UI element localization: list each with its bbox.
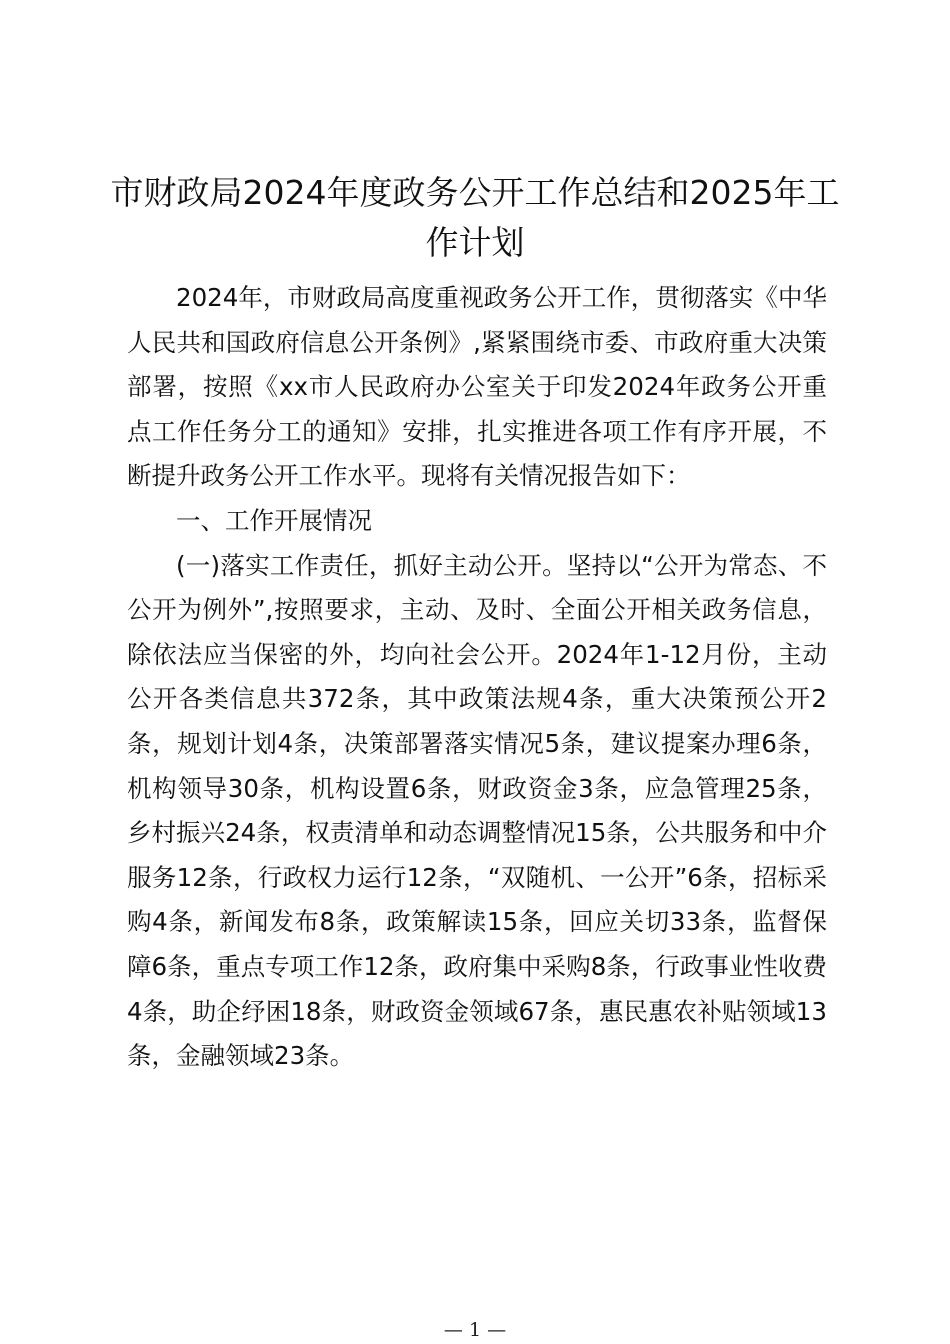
section-heading: 一、工作开展情况	[176, 505, 372, 535]
section-paragraph: (一)落实工作责任，抓好主动公开。坚持以“公开为常态、不公开为例外”,按照要求，主动、及时、全面公开相关政务信息，除依法应当保密的外，均向社会公开。2024年1-12月份，主动公开各类信息共372条，其中政策法规4条，重大决策预公开2条，规划计划4条，决策部署落实情况5条，建议提案办理6条，机构领导30条，机构设置6条，财政资金3条，应急管理25条，乡村振兴24条，权责清单和动态调整情况15条，公共服务和中介服务12条，行政权力运行12条，“双随机、一公开”6条，招标采购4条，新闻发布8条，政策解读15条，回应关切33条，监督保障6条，重点专项工作12条，政府集中采购8条，行政事业性收费4条，助企纾困18条，财政资金领域67条，惠民惠农补贴领域13条，金融领域23条。	[127, 550, 827, 1071]
page-number: — 1 —	[443, 1319, 507, 1341]
document-title: 市财政局2024年度政务公开工作总结和2025年工作计划	[110, 173, 840, 262]
intro-paragraph: 2024年，市财政局高度重视政务公开工作，贯彻落实《中华人民共和国政府信息公开条例》,紧紧围绕市委、市政府重大决策部署，按照《xx市人民政府办公室关于印发2024年政务公开重点工作任务分工的通知》安排，扎实推进各项工作有序开展，不断提升政务公开工作水平。现将有关情况报告如下：	[127, 283, 827, 491]
document-body	[127, 276, 827, 1079]
